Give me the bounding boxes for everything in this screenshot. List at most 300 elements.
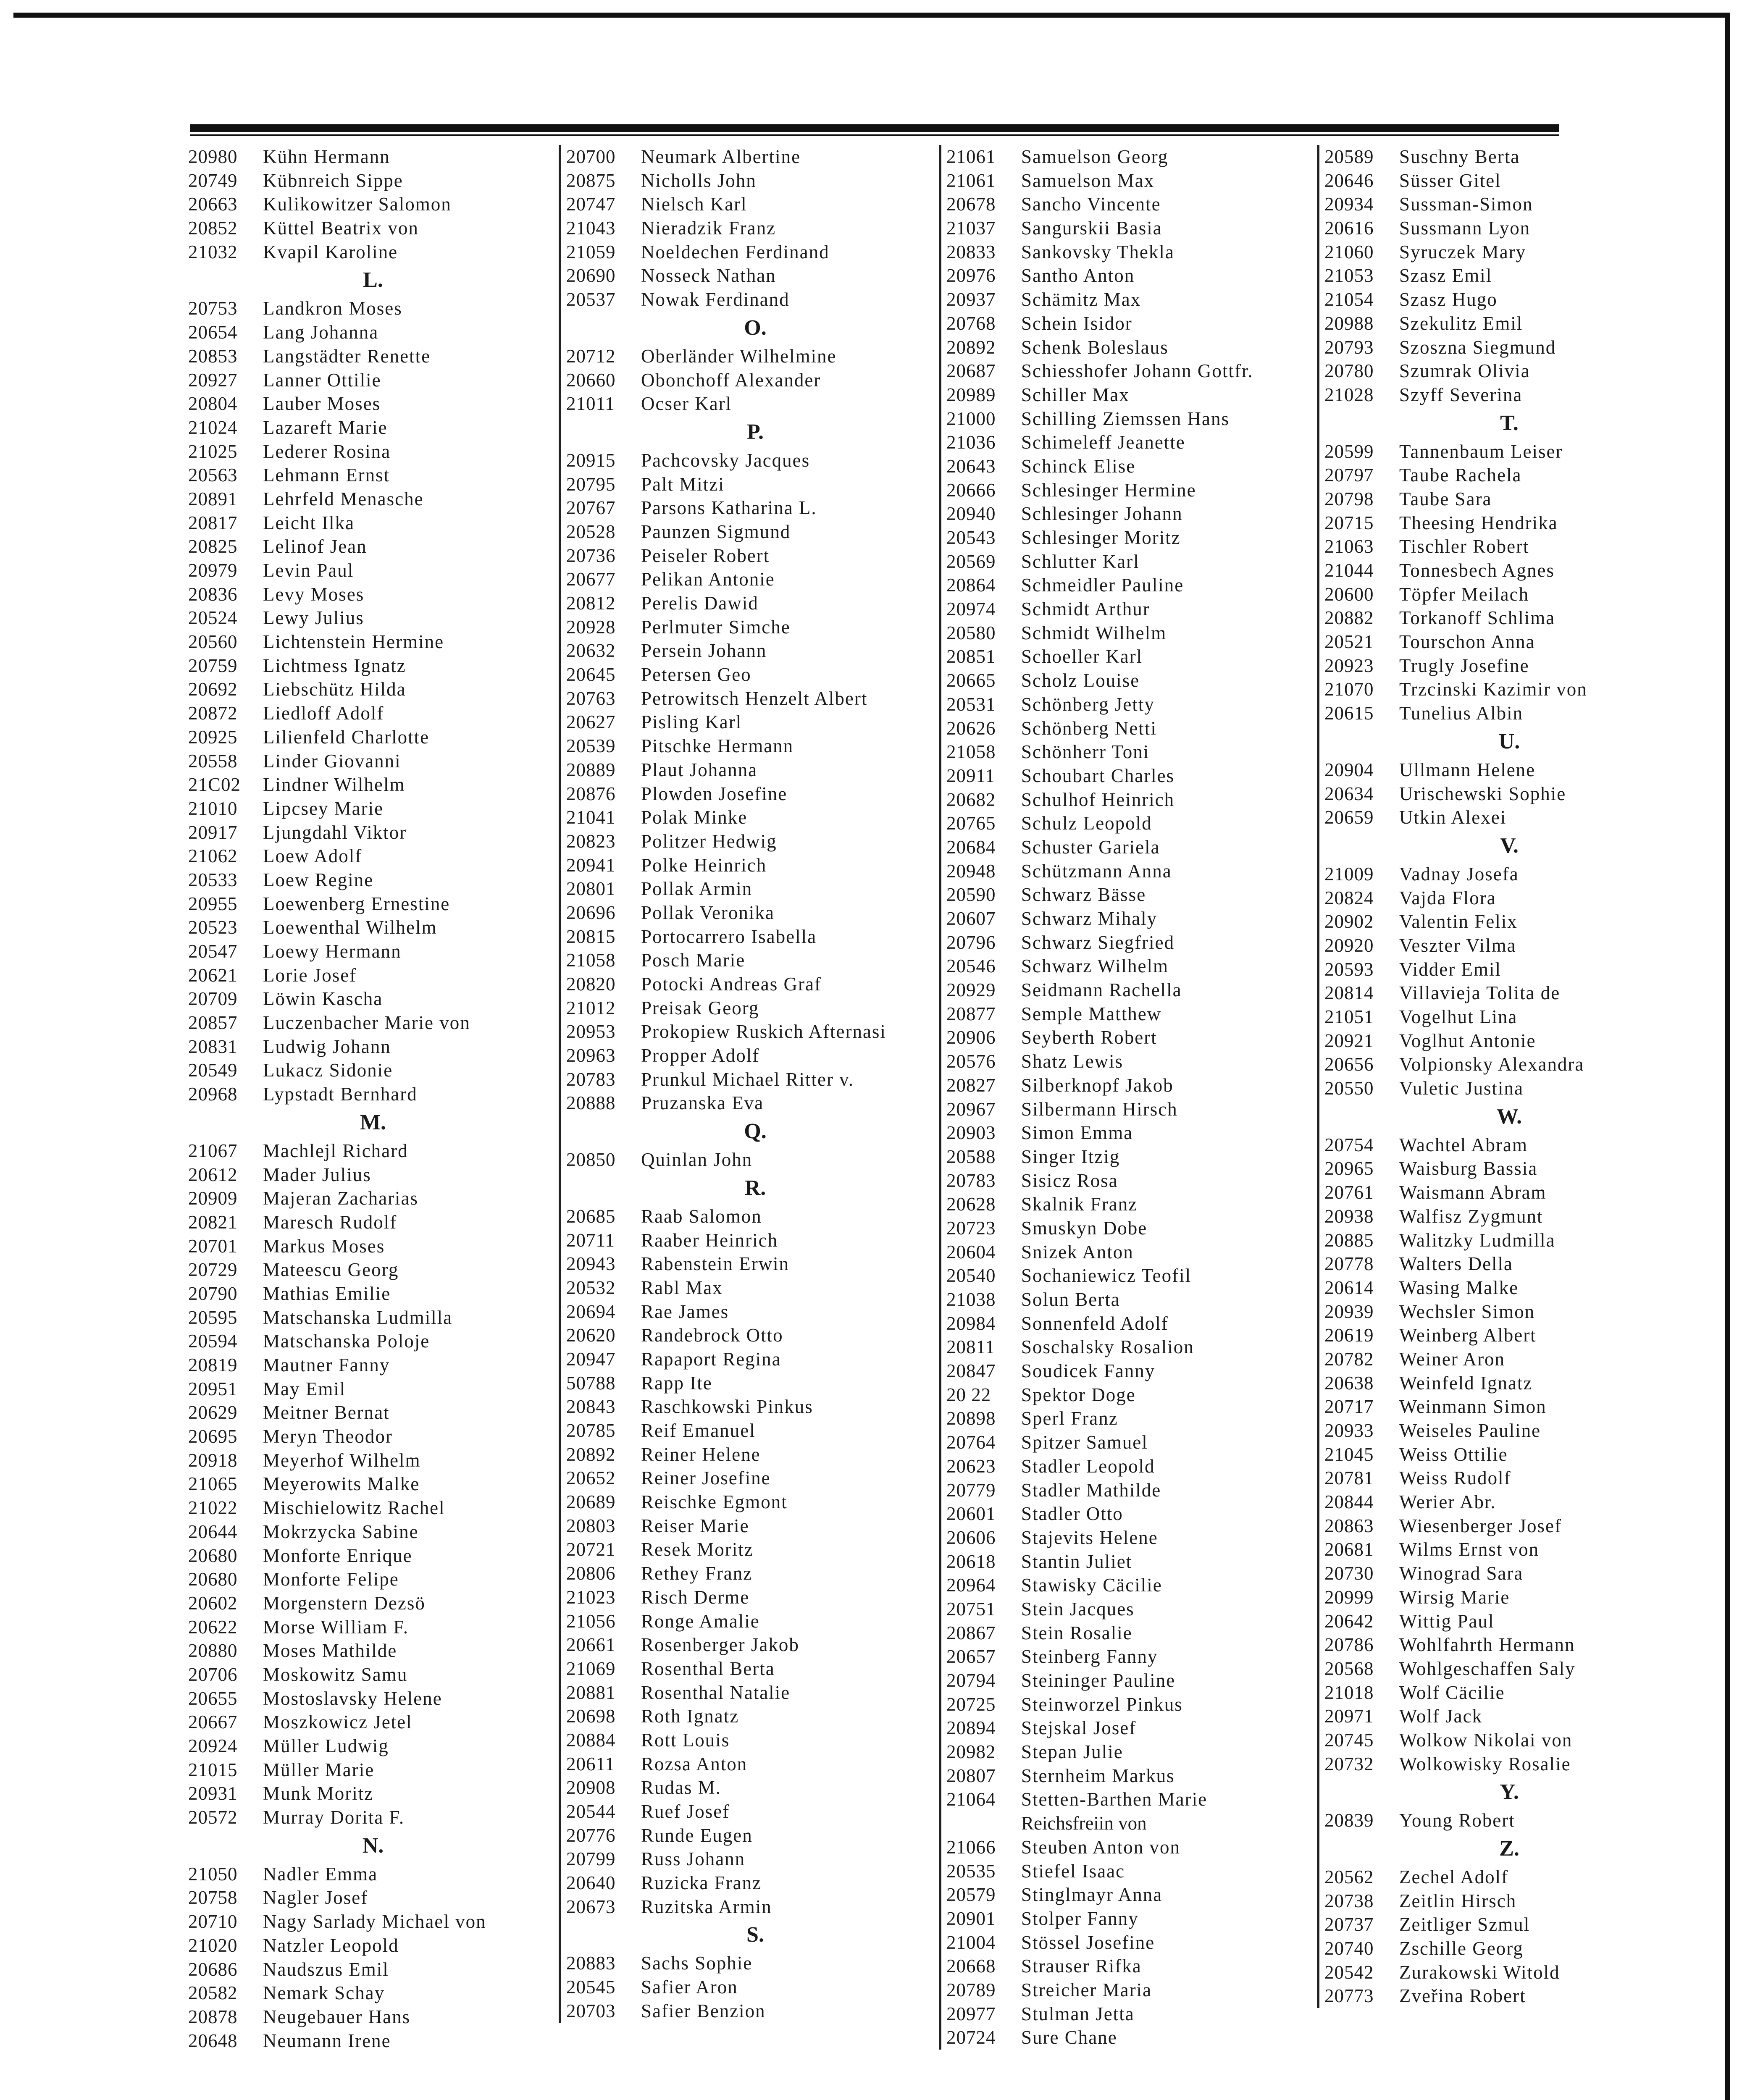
entry-number: 20736 (566, 545, 616, 566)
entry-name: Wohlgeschaffen Saly (1399, 1658, 1576, 1679)
list-item (1324, 1157, 1694, 1181)
list-item (566, 830, 944, 853)
entry-number: 20765 (946, 813, 996, 834)
entry-name: Töpfer Meilach (1399, 583, 1529, 605)
entry-number: 21056 (566, 1610, 616, 1632)
list-item (188, 320, 558, 344)
entry-number: 20678 (946, 194, 996, 215)
entry-number: 20696 (566, 902, 616, 923)
entry-name: Rapp Ite (641, 1372, 712, 1394)
entry-name: Schwarz Bässe (1021, 884, 1146, 906)
list-item (1324, 1961, 1694, 1984)
entry-number: 20703 (566, 2000, 616, 2021)
list-item (1324, 806, 1694, 830)
entry-name: Mader Julius (263, 1164, 371, 1185)
entry-number: 20568 (1324, 1658, 1374, 1679)
entry-number: 20542 (1324, 1961, 1374, 1983)
list-item (946, 883, 1316, 907)
list-item (946, 1050, 1316, 1074)
entry-name: Wolkow Nikolai von (1399, 1729, 1573, 1751)
entry-name: Rabl Max (641, 1277, 723, 1298)
entry-number: 20656 (1324, 1054, 1374, 1075)
entry-name: Waisburg Bassia (1399, 1158, 1538, 1179)
list-item (188, 1035, 558, 1059)
list-item (188, 1734, 558, 1758)
list-item (188, 169, 558, 193)
entry-name: Silbermann Hirsch (1021, 1098, 1178, 1120)
entry-name: Schiller Max (1021, 384, 1130, 405)
entry-number: 20924 (188, 1735, 238, 1756)
list-item (946, 693, 1316, 717)
entry-number: 20549 (188, 1060, 238, 1081)
entry-name: Neumann Irene (263, 2030, 391, 2051)
entry-number: 21024 (188, 417, 238, 438)
entry-name: Meitner Bernat (263, 1402, 390, 1423)
list-item (188, 1544, 558, 1568)
entry-number: 21041 (566, 807, 616, 828)
list-item (946, 1788, 1316, 1811)
entry-name: Resek Moritz (641, 1539, 754, 1560)
entry-number: 20824 (1324, 887, 1374, 908)
header-rule-thin (190, 134, 1559, 136)
entry-number: 20821 (188, 1211, 238, 1233)
entry-number: 20853 (188, 345, 238, 367)
list-item (188, 1082, 558, 1106)
list-item (188, 1011, 558, 1035)
list-item (1324, 240, 1694, 264)
entry-name: Schönberg Jetty (1021, 693, 1155, 715)
entry-number: 21018 (1324, 1682, 1374, 1703)
list-item (566, 1323, 944, 1347)
entry-number: 20694 (566, 1301, 616, 1322)
list-item (188, 821, 558, 845)
list-item (946, 931, 1316, 955)
list-item (188, 463, 558, 487)
list-item (566, 853, 944, 877)
entry-name: Matschanska Poloje (263, 1331, 430, 1352)
list-item (566, 1999, 944, 2023)
entry-name: Nagler Josef (263, 1887, 368, 1908)
entry-name: Schützmann Anna (1021, 860, 1172, 882)
list-item (1324, 1076, 1694, 1100)
entry-name: Nielsch Karl (641, 194, 747, 215)
entry-name: Majeran Zacharias (263, 1188, 419, 1209)
entry-number: 20793 (1324, 336, 1374, 358)
entry-name: Wiesenberger Josef (1399, 1515, 1562, 1536)
entry-number: 20938 (1324, 1205, 1374, 1227)
entry-name: Markus Moses (263, 1235, 385, 1257)
list-item (946, 859, 1316, 883)
entry-name: Stein Jacques (1021, 1598, 1135, 1620)
entry-number: 20925 (188, 726, 238, 748)
entry-name: Monforte Enrique (263, 1545, 413, 1566)
entry-number: 20695 (188, 1426, 238, 1447)
entry-number: 20579 (946, 1884, 996, 1906)
entry-name: Plowden Josefine (641, 783, 788, 804)
entry-number: 21061 (946, 170, 996, 191)
list-item (566, 496, 944, 520)
entry-number: 20582 (188, 1982, 238, 2004)
entry-name: Walitzky Ludmilla (1399, 1229, 1555, 1251)
list-item (566, 687, 944, 711)
entry-number: 20569 (946, 551, 996, 572)
entry-number: 20595 (188, 1307, 238, 1328)
entry-number: 20783 (566, 1068, 616, 1090)
list-item (1324, 1586, 1694, 1609)
entry-number: 20540 (946, 1265, 996, 1286)
entry-number: 20600 (1324, 583, 1374, 605)
list-item (1324, 1252, 1694, 1276)
entry-name: Polak Minke (641, 807, 748, 828)
list-item (188, 1639, 558, 1663)
entry-name: Villavieja Tolita de (1399, 982, 1561, 1004)
list-item (566, 1466, 944, 1490)
list-item (946, 312, 1316, 336)
entry-name: Linder Giovanni (263, 750, 401, 772)
entry-name: Persein Johann (641, 640, 767, 662)
entry-number: 20888 (566, 1092, 616, 1114)
list-item (188, 773, 558, 797)
entry-name: Sankovsky Thekla (1021, 241, 1174, 262)
entry-name: Lorie Josef (263, 964, 357, 986)
entry-name: Sisicz Rosa (1021, 1170, 1118, 1191)
entry-name: Schwarz Siegfried (1021, 932, 1175, 953)
list-item (566, 1847, 944, 1871)
entry-name: Rosenthal Natalie (641, 1682, 791, 1703)
entry-name: Trzcinski Kazimir von (1399, 679, 1587, 700)
column-3 (939, 145, 1316, 2050)
entry-name: Young Robert (1399, 1810, 1515, 1831)
list-item (566, 1419, 944, 1443)
entry-number: 20867 (946, 1622, 996, 1643)
list-item (188, 1663, 558, 1687)
entry-name: Nemark Schay (263, 1982, 385, 2004)
list-item (188, 868, 558, 892)
entry-name: Luczenbacher Marie von (263, 1012, 470, 1034)
entry-number: 20988 (1324, 312, 1374, 334)
entry-name: Zveřina Robert (1399, 1985, 1526, 2007)
entry-name: Semple Matthew (1021, 1003, 1162, 1024)
entry-name: Stulman Jetta (1021, 2003, 1135, 2024)
entry-number: 20785 (566, 1420, 616, 1441)
entry-name: Schönherr Toni (1021, 741, 1150, 763)
entry-number: 20814 (1324, 982, 1374, 1004)
entry-name: Kvapil Karoline (263, 241, 398, 262)
entry-name: Steinworzel Pinkus (1021, 1693, 1183, 1715)
list-item (566, 925, 944, 949)
entry-name: Prunkul Michael Ritter v. (641, 1068, 854, 1090)
list-item (566, 591, 944, 615)
entry-number: 20729 (188, 1259, 238, 1281)
list-item (566, 1205, 944, 1228)
entry-name: Küttel Beatrix von (263, 218, 419, 239)
entry-name: Smuskyn Dobe (1021, 1217, 1148, 1239)
entry-name: Valentin Felix (1399, 911, 1518, 932)
entry-number: 20928 (566, 616, 616, 638)
entry-name: Langstädter Renette (263, 345, 431, 367)
list-item (1324, 192, 1694, 216)
entry-number: 21061 (946, 146, 996, 167)
list-item (1324, 1889, 1694, 1913)
list-item (1324, 606, 1694, 630)
entry-number: 21010 (188, 798, 238, 819)
entry-name: Szumrak Olivia (1399, 360, 1530, 382)
entry-name: Wohlfahrth Hermann (1399, 1634, 1575, 1656)
entry-name: Stiefel Isaac (1021, 1860, 1125, 1882)
list-item (188, 487, 558, 511)
list-item (946, 240, 1316, 264)
list-item (946, 359, 1316, 383)
list-item (946, 1026, 1316, 1050)
entry-number: 20620 (566, 1325, 616, 1346)
list-item (946, 1835, 1316, 1859)
list-item (946, 1145, 1316, 1169)
list-item (1324, 1300, 1694, 1324)
entry-name: Skalnik Franz (1021, 1194, 1138, 1215)
entry-name: Moses Mathilde (263, 1640, 397, 1662)
entry-name: Santho Anton (1021, 265, 1135, 286)
entry-name: Szasz Emil (1399, 265, 1492, 286)
list-item (1324, 1681, 1694, 1705)
entry-number: 20537 (566, 289, 616, 310)
entry-number: 20563 (188, 465, 238, 486)
column-1 (188, 145, 558, 2053)
list-item (188, 2029, 558, 2053)
entry-name: Pruzanska Eva (641, 1092, 764, 1114)
entry-name: Schilling Ziemssen Hans (1021, 408, 1230, 429)
entry-number: 20749 (188, 170, 238, 191)
entry-name: May Emil (263, 1378, 346, 1399)
list-item (1324, 1538, 1694, 1562)
list-item (188, 940, 558, 963)
entry-name: Levin Paul (263, 560, 354, 581)
entry-name: Schmidt Wilhelm (1021, 622, 1167, 643)
list-item (1324, 1514, 1694, 1538)
list-item (188, 1234, 558, 1258)
entry-number: 21050 (188, 1863, 238, 1885)
entry-name: Schoeller Karl (1021, 646, 1143, 667)
entry-number: 20615 (1324, 703, 1374, 724)
entry-name: Szyff Severina (1399, 384, 1523, 405)
entry-name: Landkron Moses (263, 298, 402, 319)
list-item (1324, 1633, 1694, 1657)
entry-number: 20844 (1324, 1491, 1374, 1513)
entry-name: Steuben Anton von (1021, 1836, 1180, 1858)
entry-name: Stantin Juliet (1021, 1551, 1132, 1572)
list-item (566, 948, 944, 972)
list-item (566, 145, 944, 169)
list-item (566, 1824, 944, 1848)
section-letter-heading: L. (363, 268, 383, 292)
entry-number: 20878 (188, 2006, 238, 2027)
list-item (188, 297, 558, 320)
list-item (946, 1883, 1316, 1907)
section-letter-heading: T. (1500, 411, 1519, 435)
entry-number: 20588 (946, 1146, 996, 1167)
list-item (1324, 288, 1694, 312)
entry-number: 21000 (946, 408, 996, 429)
entry-name: Mathias Emilie (263, 1283, 391, 1304)
list-item (188, 701, 558, 725)
entry-name: Liebschütz Hilda (263, 679, 406, 700)
entry-number: 20701 (188, 1235, 238, 1257)
entry-number: 21045 (1324, 1444, 1374, 1465)
entry-name: Rudas M. (641, 1777, 722, 1798)
entry-number: 20948 (946, 860, 996, 882)
entry-name: Wachtel Abram (1399, 1134, 1528, 1155)
list-item (566, 544, 944, 568)
list-item (946, 1288, 1316, 1312)
list-item (1324, 440, 1694, 464)
list-item (1324, 1443, 1694, 1467)
entry-number: 20634 (1324, 783, 1374, 804)
section-letter-heading: S. (746, 1923, 764, 1947)
entry-name: Mateescu Georg (263, 1259, 399, 1281)
entry-name: Scholz Louise (1021, 670, 1140, 691)
entry-name: Schönberg Netti (1021, 717, 1157, 739)
section-letter-heading: R. (744, 1176, 766, 1200)
entry-number: 20892 (566, 1444, 616, 1465)
entry-number: 20904 (1324, 759, 1374, 780)
entry-number: 20999 (1324, 1586, 1374, 1608)
entry-number: 20798 (1324, 488, 1374, 509)
entry-number: 20980 (188, 146, 238, 167)
entry-name: Meyerowits Malke (263, 1473, 420, 1495)
entry-name: Morse William F. (263, 1616, 409, 1638)
entry-number: 20680 (188, 1569, 238, 1590)
entry-name: Munk Moritz (263, 1783, 374, 1804)
entry-name: Schenk Boleslaus (1021, 336, 1169, 358)
entry-number: 20764 (946, 1432, 996, 1453)
list-item (946, 1192, 1316, 1216)
list-item (1324, 1913, 1694, 1937)
list-item (188, 916, 558, 940)
list-item (566, 288, 944, 312)
list-item (566, 972, 944, 996)
entry-name: Weinberg Albert (1399, 1325, 1537, 1346)
entry-name: Weiner Aron (1399, 1348, 1506, 1370)
list-item (1324, 654, 1694, 678)
entry-name: Stejskal Josef (1021, 1717, 1137, 1739)
entry-number: 20632 (566, 640, 616, 662)
entry-name: Murray Dorita F. (263, 1807, 405, 1828)
list-item (188, 987, 558, 1011)
entry-name: Ullmann Helene (1399, 759, 1536, 780)
list-item (566, 1020, 944, 1044)
section-letter-heading: V. (1500, 833, 1519, 858)
entry-name: Müller Marie (263, 1759, 375, 1780)
entry-number: 20850 (566, 1149, 616, 1171)
entry-name: Rosenthal Berta (641, 1658, 775, 1679)
list-item (188, 511, 558, 535)
list-item (188, 1567, 558, 1591)
list-item (946, 169, 1316, 193)
entry-number: 20655 (188, 1688, 238, 1709)
entry-name: Pollak Veronika (641, 902, 775, 923)
entry-number: 20681 (1324, 1539, 1374, 1560)
entry-name: Lukacz Sidonie (263, 1060, 393, 1081)
entry-name: Szoszna Siegmund (1399, 336, 1556, 358)
entry-name: Steininger Pauline (1021, 1670, 1176, 1691)
entry-number: 20642 (1324, 1610, 1374, 1632)
entry-number: 20533 (188, 869, 238, 890)
entry-number: 20622 (188, 1616, 238, 1638)
entry-number: 20812 (566, 593, 616, 614)
entry-name: Silberknopf Jakob (1021, 1074, 1174, 1096)
entry-number: 20768 (946, 312, 996, 334)
entry-name: Schlesinger Moritz (1021, 527, 1181, 548)
entry-number: 20933 (1324, 1420, 1374, 1441)
entry-number: 20974 (946, 598, 996, 620)
entry-number: 20589 (1324, 146, 1374, 167)
entry-name: Rapaport Regina (641, 1348, 781, 1370)
entry-name: Wolf Cäcilie (1399, 1682, 1505, 1703)
entry-number: 20759 (188, 655, 238, 676)
entry-number: 20599 (1324, 441, 1374, 462)
entry-name: Preisak Georg (641, 997, 759, 1018)
entry-number: 20590 (946, 884, 996, 906)
entry-name: Sperl Franz (1021, 1408, 1118, 1429)
list-item (946, 1074, 1316, 1097)
list-item (188, 1886, 558, 1910)
entry-number: 20833 (946, 241, 996, 262)
list-item (946, 1907, 1316, 1931)
list-item (1324, 169, 1694, 193)
entry-number: 20799 (566, 1848, 616, 1870)
entry-name: Schwarz Wilhelm (1021, 956, 1169, 977)
entry-name: Wechsler Simon (1399, 1301, 1535, 1322)
section-letter-heading: M. (360, 1110, 386, 1134)
entry-number: 20763 (566, 688, 616, 709)
entry-name: Zechel Adolf (1399, 1866, 1509, 1887)
entry-number: 20524 (188, 607, 238, 629)
list-item (946, 145, 1316, 169)
list-item (1324, 1005, 1694, 1029)
list-item (946, 1478, 1316, 1502)
entry-number: 20885 (1324, 1229, 1374, 1251)
entry-name: Raschkowski Pinkus (641, 1396, 813, 1418)
entry-name: Zeitlin Hirsch (1399, 1890, 1517, 1911)
entry-name: Reiner Josefine (641, 1467, 771, 1489)
list-item (188, 654, 558, 678)
entry-name: Paunzen Sigmund (641, 521, 791, 542)
entry-number: 20923 (1324, 655, 1374, 676)
entry-name: Nieradzik Franz (641, 218, 776, 239)
section-letter-heading: W. (1496, 1104, 1522, 1129)
entry-name: Neumark Albertine (641, 146, 801, 167)
entry-number: 20523 (188, 917, 238, 938)
entry-number: 20789 (946, 1979, 996, 2000)
entry-name: Rott Louis (641, 1729, 730, 1751)
entry-name: Pitschke Hermann (641, 735, 794, 757)
entry-number: 20883 (566, 1953, 616, 1974)
list-item (188, 2005, 558, 2029)
entry-number: 21023 (566, 1586, 616, 1608)
entry-number: 20628 (946, 1194, 996, 1215)
list-item (566, 1514, 944, 1538)
list-item (188, 1520, 558, 1544)
entry-number: 20876 (566, 783, 616, 804)
entry-number: 20747 (566, 194, 616, 215)
entry-number: 20872 (188, 703, 238, 724)
entry-name: Singer Itzig (1021, 1146, 1120, 1167)
entry-name: Ruzitska Armin (641, 1896, 772, 1917)
entry-number: 21060 (1324, 241, 1374, 262)
entry-number: 21067 (188, 1140, 238, 1161)
entry-number: 20712 (566, 345, 616, 367)
entry-name: Seyberth Robert (1021, 1027, 1157, 1048)
list-item (1324, 1490, 1694, 1514)
